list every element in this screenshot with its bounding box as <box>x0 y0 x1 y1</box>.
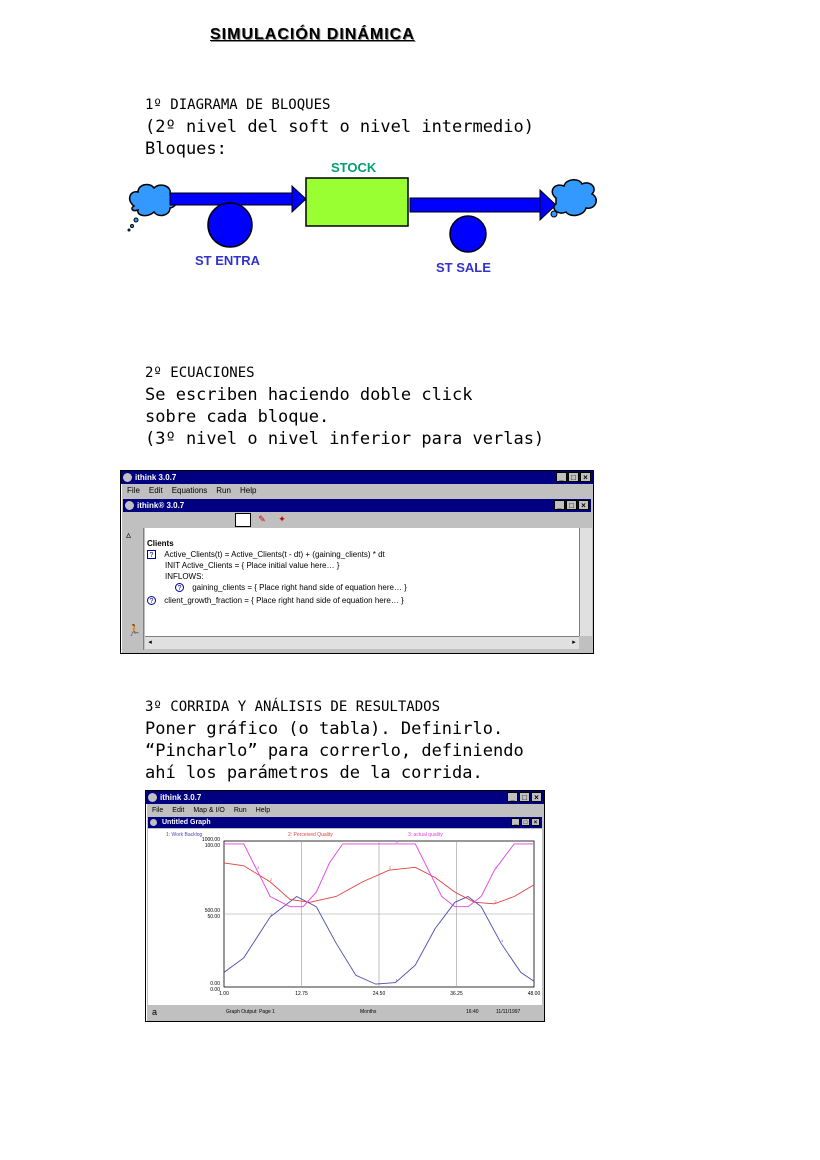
equation-text: Active_Clients(t) = Active_Clients(t - dt) + (gaining_clients) * dt <box>164 550 385 559</box>
scroll-left-icon[interactable]: ◂ <box>148 639 152 646</box>
series-marker-label: 2 <box>270 876 273 882</box>
series-marker-label: 3 <box>494 865 497 871</box>
stock-block <box>306 178 408 226</box>
menu-file[interactable]: File <box>127 486 140 495</box>
vertical-scrollbar[interactable] <box>579 528 592 636</box>
x-tick-label: 48.00 <box>527 991 541 997</box>
series-marker-label: 3 <box>395 838 398 844</box>
section-run-line: “Pincharlo” para correrlo, definiendo <box>145 741 524 761</box>
converter-question-icon[interactable]: ? <box>147 596 156 605</box>
menu-help[interactable]: Help <box>255 807 271 814</box>
minimize-button[interactable]: _ <box>556 472 567 482</box>
outflow-label: ST SALE <box>436 260 491 275</box>
hand-tool-icon[interactable] <box>235 513 251 527</box>
menu-run[interactable]: Run <box>233 807 247 814</box>
footer-time: 16:40 <box>466 1009 479 1015</box>
window-title: ithink 3.0.7 <box>160 793 202 802</box>
series-marker-label: 1 <box>395 977 398 983</box>
graph-titlebar <box>148 817 542 828</box>
scroll-right-icon[interactable]: ▸ <box>572 639 576 646</box>
window-titlebar <box>121 471 593 484</box>
graph-title: Untitled Graph <box>162 819 211 826</box>
legend-entry: 1: Work Backlog <box>166 832 203 838</box>
section-run-heading: 3º CORRIDA Y ANÁLISIS DE RESULTADOS <box>145 699 441 715</box>
menu-file[interactable]: File <box>152 807 164 814</box>
source-cloud-icon <box>128 185 177 231</box>
outflow-arrow <box>410 190 556 220</box>
series-marker-label: 1 <box>270 911 273 917</box>
side-toolbar <box>123 528 144 650</box>
section-equations-heading: 2º ECUACIONES <box>145 365 255 381</box>
ithink-equations-window <box>120 470 594 654</box>
series-marker-label: 2 <box>388 865 392 871</box>
dynamite-icon[interactable]: ✦ <box>278 514 286 524</box>
graph-footer <box>148 1005 542 1019</box>
menu-bar <box>121 484 593 497</box>
equation-text: client_growth_fraction = { Place right hand side of equation here… } <box>164 596 404 605</box>
app-icon <box>125 501 134 510</box>
menu-help[interactable]: Help <box>239 486 257 495</box>
series-marker-label: 3 <box>256 865 260 871</box>
inner-minimize-button[interactable]: _ <box>554 500 565 510</box>
legend-entry: 3: actual quality <box>408 832 443 838</box>
equation-editor[interactable] <box>145 528 579 636</box>
window-title: ithink 3.0.7 <box>135 473 177 482</box>
app-icon <box>150 819 157 826</box>
section-diagram-line: Bloques: <box>145 139 227 159</box>
equation-row[interactable] <box>175 582 407 593</box>
equation-row[interactable] <box>147 549 385 560</box>
equation-inflows-label: INFLOWS: <box>165 572 204 581</box>
equation-row[interactable] <box>147 595 404 606</box>
menu-run[interactable]: Run <box>216 486 231 495</box>
graph-maximize-button[interactable]: □ <box>521 818 530 826</box>
section-run-line: Poner gráfico (o tabla). Definirlo. <box>145 719 504 739</box>
equation-text: gaining_clients = { Place right hand side of equation here… } <box>192 583 407 592</box>
section-diagram-line: (2º nivel del soft o nivel intermedio) <box>145 117 534 137</box>
line-chart <box>148 829 542 1005</box>
app-icon <box>123 473 132 482</box>
menu-edit[interactable]: Edit <box>172 807 185 814</box>
x-tick-label: 12.75 <box>295 991 308 997</box>
window-titlebar <box>146 791 544 804</box>
series-marker-label: 2 <box>494 898 497 904</box>
runner-icon[interactable]: 🏃 <box>127 625 141 637</box>
section-equations-line: (3º nivel o nivel inferior para verlas) <box>145 429 545 449</box>
section-diagram-heading: 1º DIAGRAMA DE BLOQUES <box>145 97 331 113</box>
y-tick-label: 50.00 <box>207 914 220 920</box>
equation-toolbar <box>123 512 591 526</box>
graph-minimize-button[interactable]: _ <box>511 818 520 826</box>
y-tick-label: 500.00 <box>204 908 220 914</box>
app-icon <box>148 793 157 802</box>
paintbrush-icon[interactable]: ✎ <box>258 514 266 524</box>
inner-titlebar <box>123 499 591 512</box>
equation-init[interactable]: INIT Active_Clients = { Place initial value here… } <box>165 561 340 570</box>
footer-months-label: Months <box>360 1009 377 1015</box>
horizontal-scrollbar[interactable] <box>145 636 579 649</box>
ithink-graph-window <box>145 790 545 1022</box>
y-tick-label: 0.00 <box>210 987 220 993</box>
section-equations-line: sobre cada bloque. <box>145 407 330 427</box>
menu-bar <box>146 804 544 817</box>
x-tick-label: 24.50 <box>372 991 386 997</box>
footer-date: 11/11/1997 <box>496 1009 521 1015</box>
graph-output-label: Graph Output: Page 1 <box>226 1009 275 1015</box>
section-run-text <box>145 696 524 784</box>
outflow-valve <box>450 216 486 252</box>
section-run-line: ahí los parámetros de la corrida. <box>145 763 483 783</box>
maximize-button[interactable]: □ <box>519 792 530 802</box>
graph-area <box>148 829 542 1005</box>
page-title: SIMULACIÓN DINÁMICA <box>210 26 415 43</box>
inner-window-title: ithink® 3.0.7 <box>137 501 185 510</box>
graph-close-button[interactable]: × <box>531 818 540 826</box>
maximize-button[interactable]: □ <box>568 472 579 482</box>
question-icon[interactable]: ? <box>147 550 156 559</box>
section-equations-text <box>145 362 544 450</box>
y-tick-label: 1000.00 <box>201 837 220 843</box>
up-arrow-icon[interactable]: ▵ <box>126 530 132 541</box>
menu-equations[interactable]: Equations <box>171 486 208 495</box>
flow-question-icon[interactable]: ? <box>175 583 184 592</box>
inflow-valve <box>208 203 252 247</box>
notes-icon[interactable]: a <box>152 1007 158 1017</box>
close-button[interactable]: × <box>531 792 542 802</box>
inner-maximize-button[interactable]: □ <box>566 500 577 510</box>
section-equations-line: Se escriben haciendo doble click <box>145 385 473 405</box>
equation-section-title: Clients <box>147 539 174 548</box>
x-tick-label: 36.25 <box>450 991 463 997</box>
menu-edit[interactable]: Edit <box>148 486 163 495</box>
menu-map-io[interactable]: Map & I/O <box>193 807 225 814</box>
series-marker-label: 1 <box>501 938 504 944</box>
close-button[interactable]: × <box>580 472 591 482</box>
sink-cloud-icon <box>551 180 596 217</box>
y-tick-label: 100.00 <box>204 843 220 849</box>
y-tick-label: 0.00 <box>210 981 220 987</box>
x-tick-label: 1.00 <box>219 991 229 997</box>
inflow-label: ST ENTRA <box>195 253 260 268</box>
stock-label: STOCK <box>331 160 377 175</box>
legend-entry: 2: Perceived Quality <box>288 832 333 838</box>
minimize-button[interactable]: _ <box>507 792 518 802</box>
inner-close-button[interactable]: × <box>578 500 589 510</box>
